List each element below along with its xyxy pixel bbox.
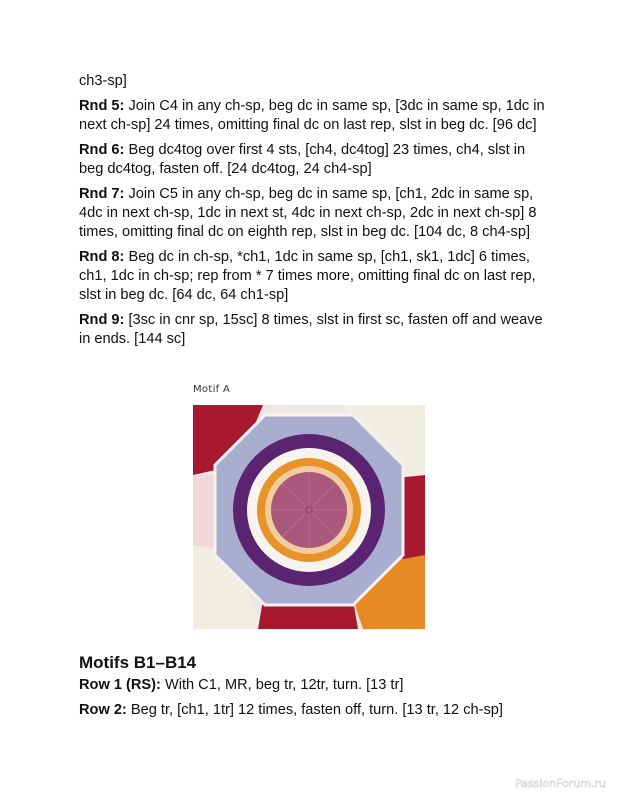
round-9 [79,311,549,349]
round-text: [3sc in cnr sp, 15sc] 8 times, slst in first sc, fasten off and weave in ends. [144 sc] [79,312,543,347]
section-heading: Motifs B1–B14 [79,653,197,672]
round-text: Beg dc4tog over first 4 sts, [ch4, dc4tog] 23 times, ch4, slst in beg dc4tog, fasten off. [24 dc4tog, 24 ch4-sp] [79,142,526,177]
round-label: Rnd 6: [79,142,125,158]
row-label: Row 1 (RS): [79,677,161,693]
crochet-motif-illustration [193,405,425,629]
row-text: With C1, MR, beg tr, 12tr, turn. [13 tr] [160,677,404,693]
round-label: Rnd 9: [79,312,125,328]
round-7 [79,185,549,242]
figure-caption: Motif A [193,384,231,395]
continuation-text: ch3-sp] [79,73,127,89]
row-label: Row 2: [79,702,127,718]
motif-b-instructions [79,676,559,726]
round-label: Rnd 7: [79,186,125,202]
round-label: Rnd 8: [79,249,125,265]
round-8 [79,248,549,305]
pattern-instructions [79,72,549,355]
row-2 [79,701,559,720]
round-label: Rnd 5: [79,98,125,114]
row-1 [79,676,559,695]
round-text: Beg dc in ch-sp, *ch1, 1dc in same sp, [ch1, sk1, 1dc] 6 times, ch1, 1dc in ch-sp; rep from * 7 times more, omitting final dc on last rep, slst in beg dc. [64 dc, 64 ch1-sp] [79,249,536,303]
row-text: Beg tr, [ch1, 1tr] 12 times, fasten off, turn. [13 tr, 12 ch-sp] [126,702,503,718]
round-5 [79,97,549,135]
round-text: Join C5 in any ch-sp, beg dc in same sp, [ch1, 2dc in same sp, 4dc in next ch-sp, 1dc in next st, 4dc in next ch-sp, 2dc in next ch-sp] 8 times, omitting final dc on eighth rep, slst in beg dc. [104 dc, 8 ch4-sp] [79,186,537,240]
round-text: Join C4 in any ch-sp, beg dc in same sp, [3dc in same sp, 1dc in next ch-sp] 24 times, omitting final dc on last rep, slst in beg dc. [96 dc] [79,98,545,133]
round-6 [79,141,549,179]
motif-a-photo [193,405,425,629]
watermark: PassionForum.ru [515,777,606,790]
